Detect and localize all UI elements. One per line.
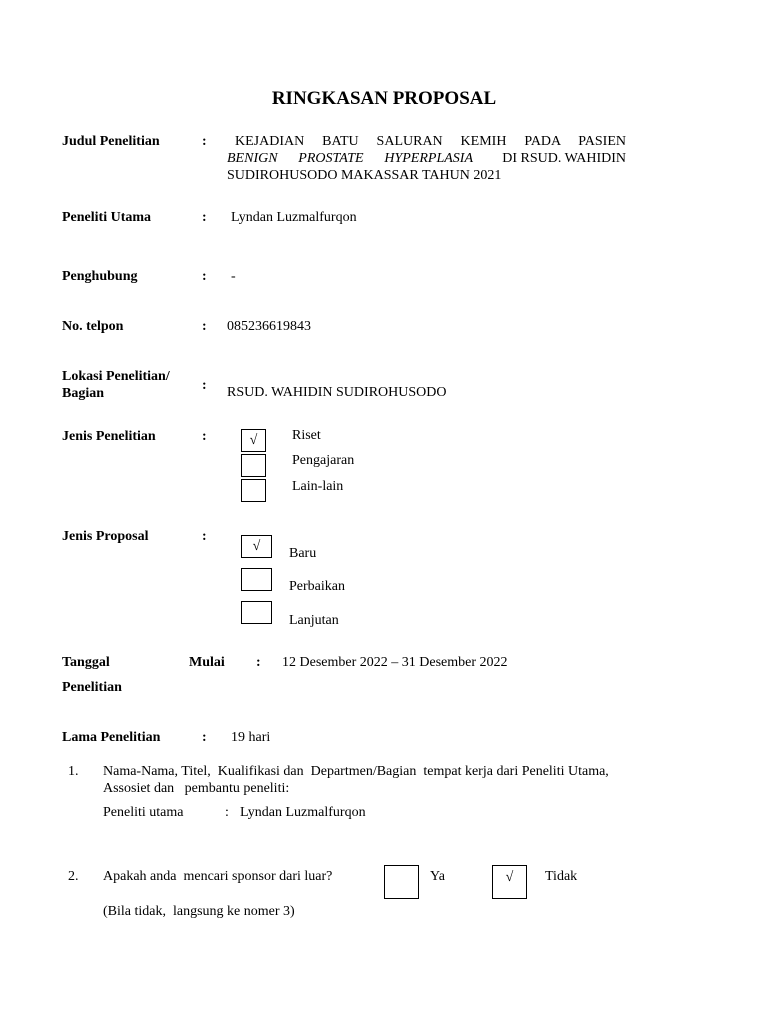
peneliti-utama-label: Peneliti Utama <box>62 210 152 225</box>
pengajaran-label: Pengajaran <box>292 453 355 468</box>
ya-label: Ya <box>430 869 445 884</box>
riset-checkbox[interactable] <box>241 429 266 452</box>
jenis-penelitian-colon: : <box>202 429 207 444</box>
ya-checkbox[interactable] <box>384 865 419 899</box>
telpon-colon: : <box>202 319 207 334</box>
tanggal-value: 12 Desember 2022 – 31 Desember 2022 <box>282 655 508 670</box>
lain-lain-label: Lain-lain <box>292 479 344 494</box>
lama-penelitian-colon: : <box>202 730 207 745</box>
peneliti-utama-sub-value: Lyndan Luzmalfurqon <box>240 805 366 820</box>
lokasi-label-line-1: Lokasi Penelitian/ <box>62 369 170 384</box>
item-2-number: 2. <box>68 869 79 884</box>
judul-line-3: SUDIROHUSODO MAKASSAR TAHUN 2021 <box>227 168 502 183</box>
sponsor-question: Apakah anda mencari sponsor dari luar? <box>103 869 333 884</box>
perbaikan-checkbox[interactable] <box>241 568 272 591</box>
tanggal-label-line-2: Penelitian <box>62 680 122 695</box>
penghubung-value: - <box>231 269 236 284</box>
tidak-checkbox[interactable] <box>492 865 527 899</box>
peneliti-utama-sub-colon: : <box>225 805 229 820</box>
jenis-proposal-colon: : <box>202 529 207 544</box>
telpon-value: 085236619843 <box>227 319 311 334</box>
item-1-text-line-1-content: Nama-Nama, Titel, Kualifikasi dan Departmen/Bagian tempat kerja dari Peneliti Utama, <box>103 764 609 779</box>
lokasi-value: RSUD. WAHIDIN SUDIROHUSODO <box>227 385 447 400</box>
lanjutan-checkbox[interactable] <box>241 601 272 624</box>
perbaikan-label: Perbaikan <box>289 579 345 594</box>
checkmark-icon: √ <box>252 539 261 554</box>
item-1-text-line-2: Assosiet dan pembantu peneliti: <box>103 781 290 796</box>
tanggal-label-part-1: Tanggal <box>62 655 110 670</box>
lokasi-colon: : <box>202 378 207 393</box>
checkmark-icon: √ <box>249 433 258 448</box>
pengajaran-checkbox[interactable] <box>241 454 266 477</box>
jenis-proposal-label: Jenis Proposal <box>62 529 149 544</box>
item-1-text-line-1 <box>103 763 685 780</box>
lanjutan-label: Lanjutan <box>289 613 339 628</box>
judul-label: Judul Penelitian <box>62 134 160 149</box>
judul-italic-part-1: BENIGN <box>227 151 278 166</box>
lama-penelitian-label: Lama Penelitian <box>62 730 161 745</box>
lokasi-label-line-2: Bagian <box>62 386 105 401</box>
jenis-penelitian-label: Jenis Penelitian <box>62 429 156 444</box>
checkmark-icon: √ <box>505 870 514 885</box>
peneliti-utama-sub-label: Peneliti utama <box>103 805 184 820</box>
baru-checkbox[interactable] <box>241 535 272 558</box>
judul-italic-part-2: PROSTATE <box>298 151 364 166</box>
lama-penelitian-value: 19 hari <box>231 730 271 745</box>
lain-lain-checkbox[interactable] <box>241 479 266 502</box>
judul-line-1: KEJADIAN BATU SALURAN KEMIH PADA PASIEN <box>235 134 626 149</box>
penghubung-label: Penghubung <box>62 269 138 284</box>
peneliti-utama-value: Lyndan Luzmalfurqon <box>231 210 357 225</box>
tanggal-colon: : <box>256 655 261 670</box>
telpon-label: No. telpon <box>62 319 124 334</box>
page-title: RINGKASAN PROPOSAL <box>271 88 497 109</box>
tanggal-label-part-2: Mulai <box>189 655 225 670</box>
judul-italic-part-3: HYPERPLASIA <box>384 151 473 166</box>
penghubung-colon: : <box>202 269 207 284</box>
judul-colon: : <box>202 134 207 149</box>
judul-line-2-rest: DI RSUD. WAHIDIN <box>498 151 626 166</box>
tidak-label: Tidak <box>545 869 578 884</box>
judul-line-2 <box>227 150 626 167</box>
sponsor-note: (Bila tidak, langsung ke nomer 3) <box>103 904 295 919</box>
riset-label: Riset <box>292 428 321 443</box>
item-1-number: 1. <box>68 764 79 779</box>
baru-label: Baru <box>289 546 317 561</box>
peneliti-utama-colon: : <box>202 210 207 225</box>
